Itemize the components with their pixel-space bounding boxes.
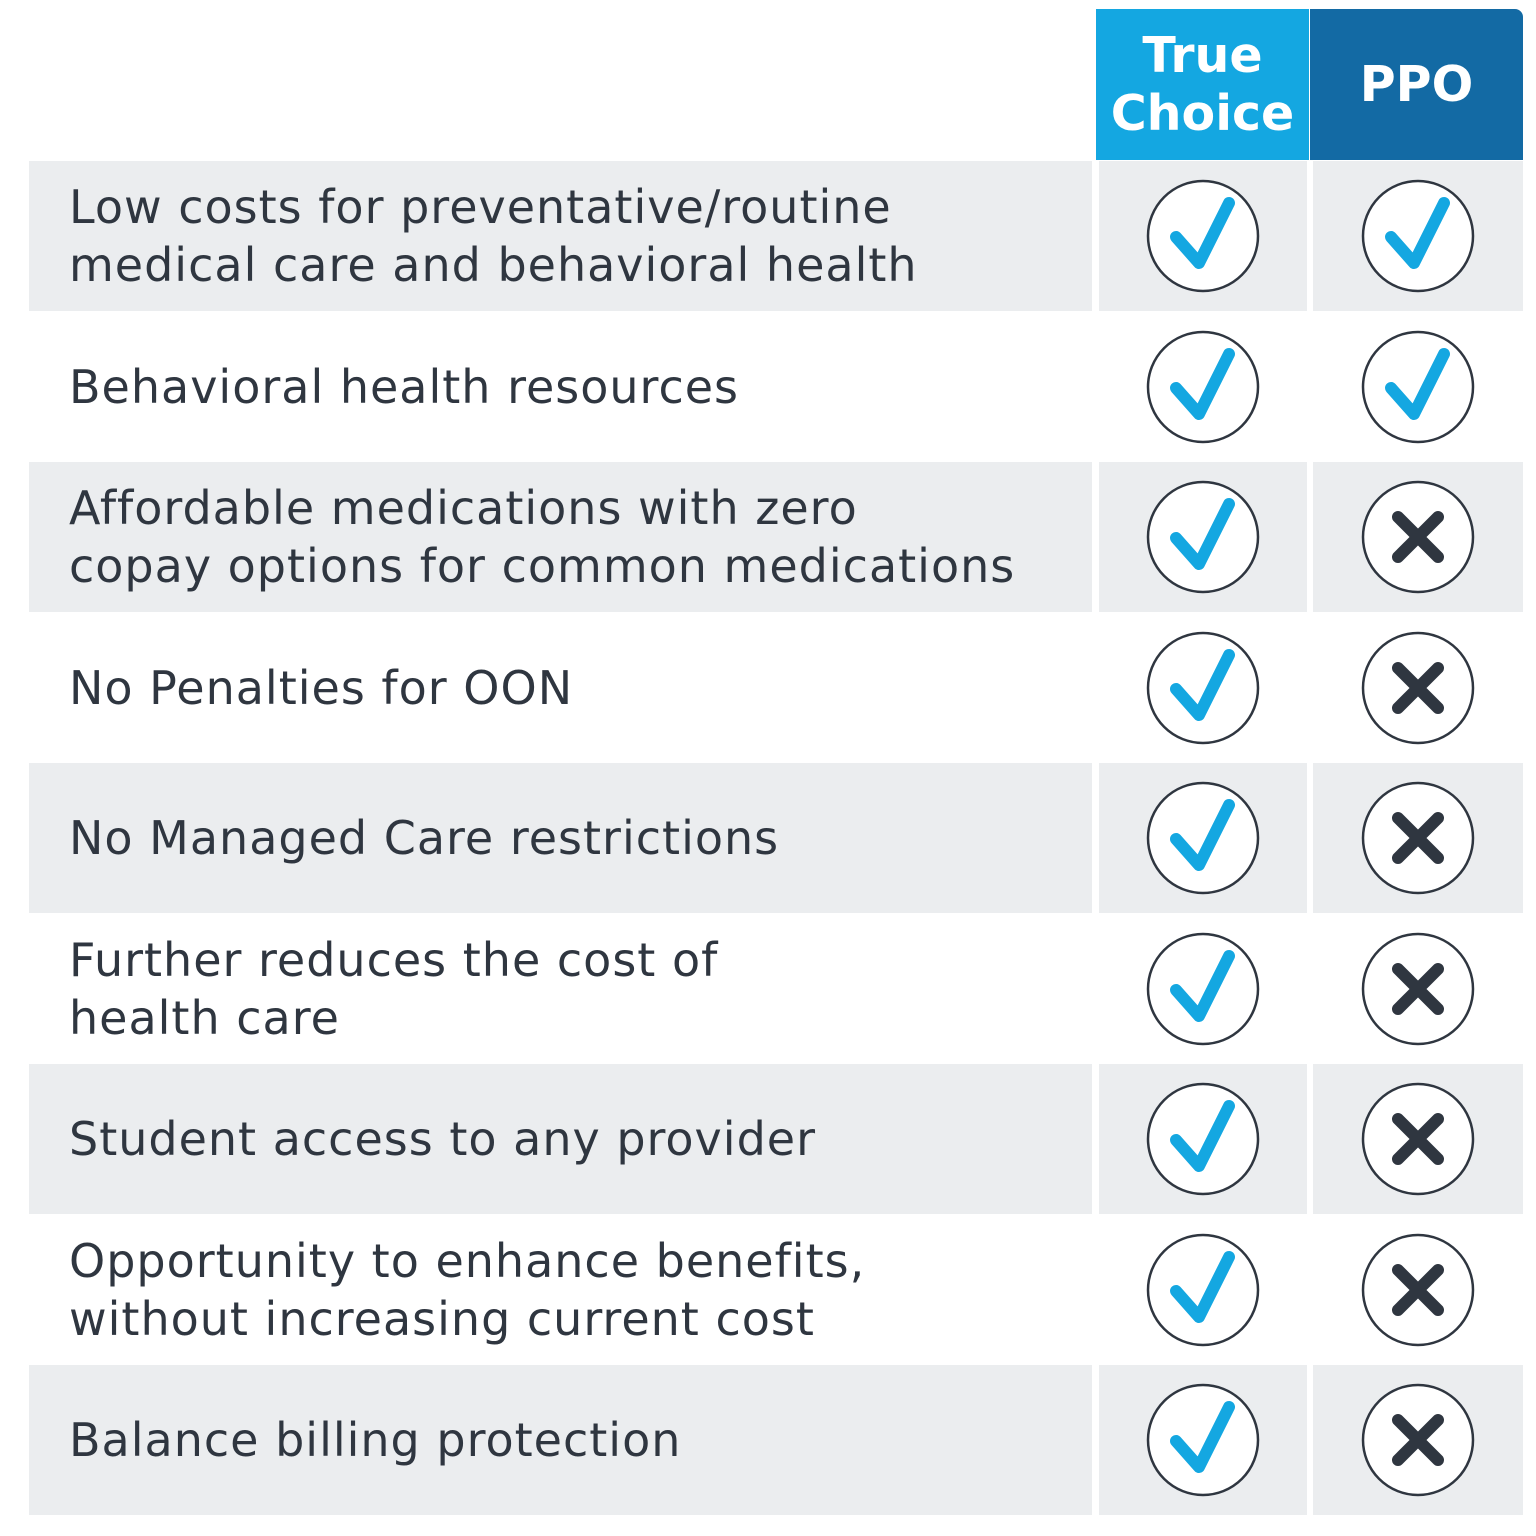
feature-label: Opportunity to enhance benefits, without increasing current cost — [69, 1234, 866, 1346]
check-icon — [1146, 781, 1260, 895]
ppo-mark-cell — [1313, 1215, 1523, 1365]
check-icon — [1361, 179, 1475, 293]
x-icon — [1361, 631, 1475, 745]
feature-cell — [29, 1215, 1092, 1365]
feature-label: Further reduces the cost of health care — [69, 933, 719, 1045]
true-choice-mark-cell — [1099, 613, 1307, 763]
check-icon — [1361, 330, 1475, 444]
check-icon — [1146, 1082, 1260, 1196]
ppo-mark-cell — [1313, 462, 1523, 612]
x-icon — [1361, 1233, 1475, 1347]
feature-label: Balance billing protection — [69, 1413, 682, 1467]
check-icon — [1146, 932, 1260, 1046]
check-icon — [1146, 480, 1260, 594]
true-choice-mark-cell — [1099, 1365, 1307, 1515]
feature-label: No Managed Care restrictions — [69, 811, 780, 865]
x-icon — [1361, 1082, 1475, 1196]
true-choice-mark-cell — [1099, 462, 1307, 612]
check-icon — [1146, 1233, 1260, 1347]
ppo-mark-cell — [1313, 763, 1523, 913]
feature-label: Student access to any provider — [69, 1112, 816, 1166]
check-icon — [1146, 179, 1260, 293]
feature-cell — [29, 914, 1092, 1064]
check-icon — [1146, 631, 1260, 745]
true-choice-mark-cell — [1099, 161, 1307, 311]
feature-label: Affordable medications with zero copay options for common medications — [69, 481, 1016, 593]
true-choice-mark-cell — [1099, 1215, 1307, 1365]
feature-cell — [29, 312, 1092, 462]
ppo-mark-cell — [1313, 1365, 1523, 1515]
x-icon — [1361, 480, 1475, 594]
feature-label: No Penalties for OON — [69, 661, 574, 715]
column-header-true-choice-label: True Choice — [1110, 26, 1295, 142]
true-choice-mark-cell — [1099, 763, 1307, 913]
x-icon — [1361, 781, 1475, 895]
feature-cell — [29, 1064, 1092, 1214]
true-choice-mark-cell — [1099, 914, 1307, 1064]
ppo-mark-cell — [1313, 613, 1523, 763]
column-header-ppo — [1310, 9, 1523, 160]
x-icon — [1361, 1383, 1475, 1497]
ppo-mark-cell — [1313, 914, 1523, 1064]
feature-cell — [29, 613, 1092, 763]
ppo-mark-cell — [1313, 161, 1523, 311]
true-choice-mark-cell — [1099, 1064, 1307, 1214]
feature-cell — [29, 462, 1092, 612]
true-choice-mark-cell — [1099, 312, 1307, 462]
ppo-mark-cell — [1313, 1064, 1523, 1214]
column-header-ppo-label: PPO — [1359, 55, 1474, 113]
check-icon — [1146, 1383, 1260, 1497]
ppo-mark-cell — [1313, 312, 1523, 462]
feature-label: Low costs for preventative/routine medical care and behavioral health — [69, 180, 918, 292]
column-header-true-choice — [1096, 9, 1309, 160]
feature-cell — [29, 763, 1092, 913]
check-icon — [1146, 330, 1260, 444]
feature-cell — [29, 161, 1092, 311]
feature-label: Behavioral health resources — [69, 360, 740, 414]
x-icon — [1361, 932, 1475, 1046]
feature-cell — [29, 1365, 1092, 1515]
